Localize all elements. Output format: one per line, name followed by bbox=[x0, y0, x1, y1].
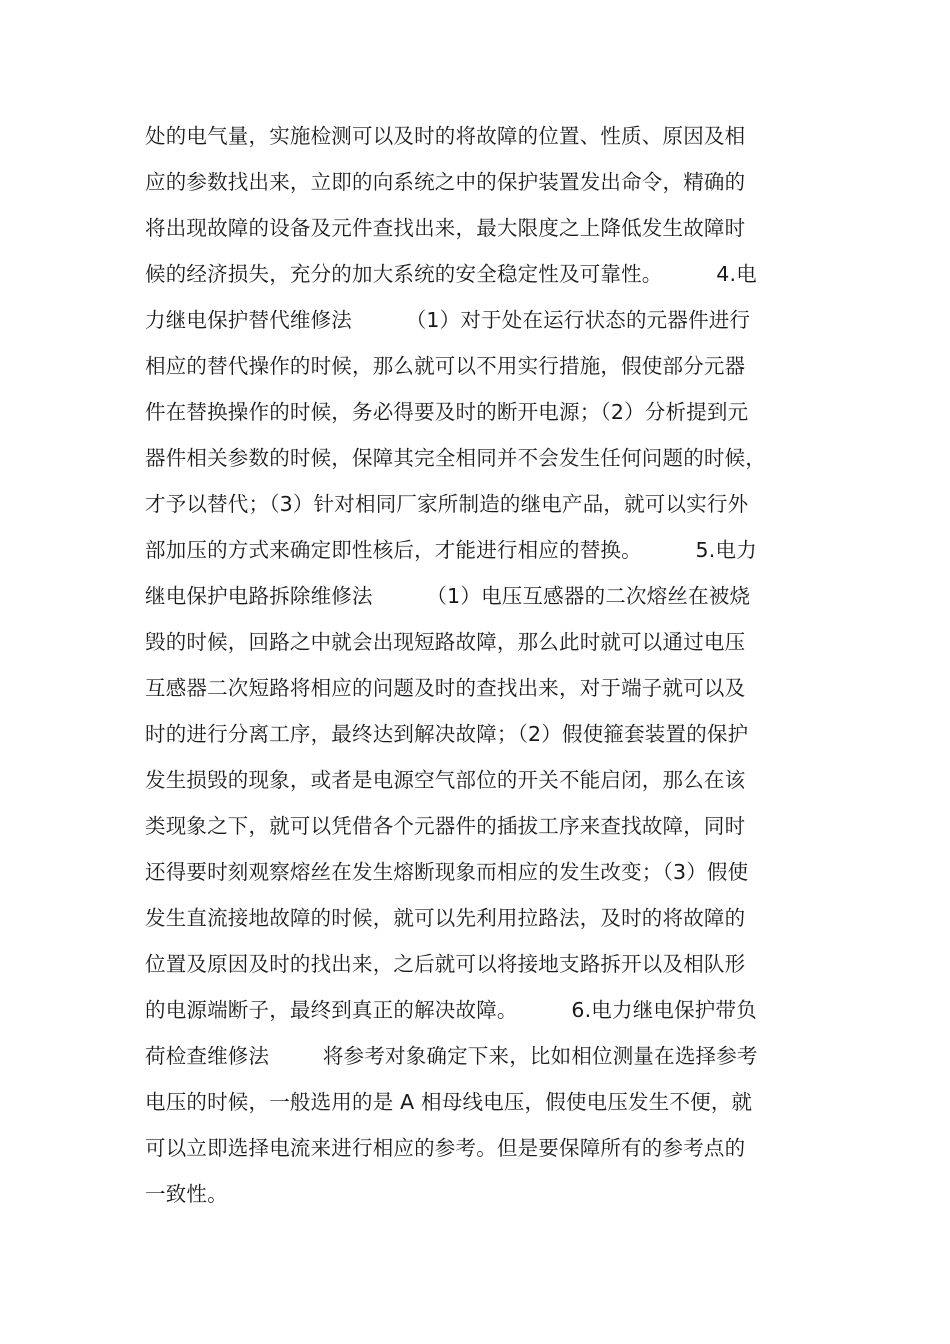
text-line: 候的经济损失，充分的加大系统的安全稳定性及可靠性。 4.电 bbox=[145, 262, 757, 286]
text-line: 件在替换操作的时候，务必得要及时的断开电源；（2）分析提到元 bbox=[145, 400, 749, 424]
text-line: 一致性。 bbox=[145, 1182, 228, 1206]
text-line: 相应的替代操作的时候，那么就可以不用实行措施，假使部分元器 bbox=[145, 354, 746, 378]
text-line: 发生直流接地故障的时候，就可以先利用拉路法，及时的将故障的 bbox=[145, 906, 746, 930]
text-line: 电压的时候，一般选用的是 A 相母线电压，假使电压发生不便，就 bbox=[145, 1090, 753, 1114]
text-line: 毁的时候，回路之中就会出现短路故障，那么此时就可以通过电压 bbox=[145, 630, 746, 654]
text-line: 应的参数找出来，立即的向系统之中的保护装置发出命令，精确的 bbox=[145, 170, 746, 194]
text-line: 类现象之下，就可以凭借各个元器件的插拔工序来查找故障，同时 bbox=[145, 814, 746, 838]
text-line: 发生损毁的现象，或者是电源空气部位的开关不能启闭，那么在该 bbox=[145, 768, 746, 792]
text-line: 器件相关参数的时候，保障其完全相同并不会发生任何问题的时候， bbox=[145, 446, 766, 470]
text-line: 处的电气量，实施检测可以及时的将故障的位置、性质、原因及相 bbox=[145, 124, 746, 148]
text-line: 力继电保护替代维修法 （1）对于处在运行状态的元器件进行 bbox=[145, 308, 751, 332]
text-line: 荷检查维修法 将参考对象确定下来，比如相位测量在选择参考 bbox=[145, 1044, 758, 1068]
text-line: 的电源端断子，最终到真正的解决故障。 6.电力继电保护带负 bbox=[145, 998, 757, 1022]
text-line: 继电保护电路拆除维修法 （1）电压互感器的二次熔丝在被烧 bbox=[145, 584, 751, 608]
text-line: 互感器二次短路将相应的问题及时的查找出来，对于端子就可以及 bbox=[145, 676, 746, 700]
text-line: 位置及原因及时的找出来，之后就可以将接地支路拆开以及相队形 bbox=[145, 952, 746, 976]
text-line: 将出现故障的设备及元件查找出来，最大限度之上降低发生故障时 bbox=[145, 216, 746, 240]
body-text bbox=[145, 116, 825, 1220]
text-line: 还得要时刻观察熔丝在发生熔断现象而相应的发生改变；（3）假使 bbox=[145, 860, 749, 884]
text-line: 可以立即选择电流来进行相应的参考。但是要保障所有的参考点的 bbox=[145, 1136, 746, 1160]
text-line: 才予以替代；（3）针对相同厂家所制造的继电产品，就可以实行外 bbox=[145, 492, 749, 516]
text-line: 部加压的方式来确定即性核后，才能进行相应的替换。 5.电力 bbox=[145, 538, 757, 562]
text-line: 时的进行分离工序，最终达到解决故障；（2）假使箍套装置的保护 bbox=[145, 722, 749, 746]
